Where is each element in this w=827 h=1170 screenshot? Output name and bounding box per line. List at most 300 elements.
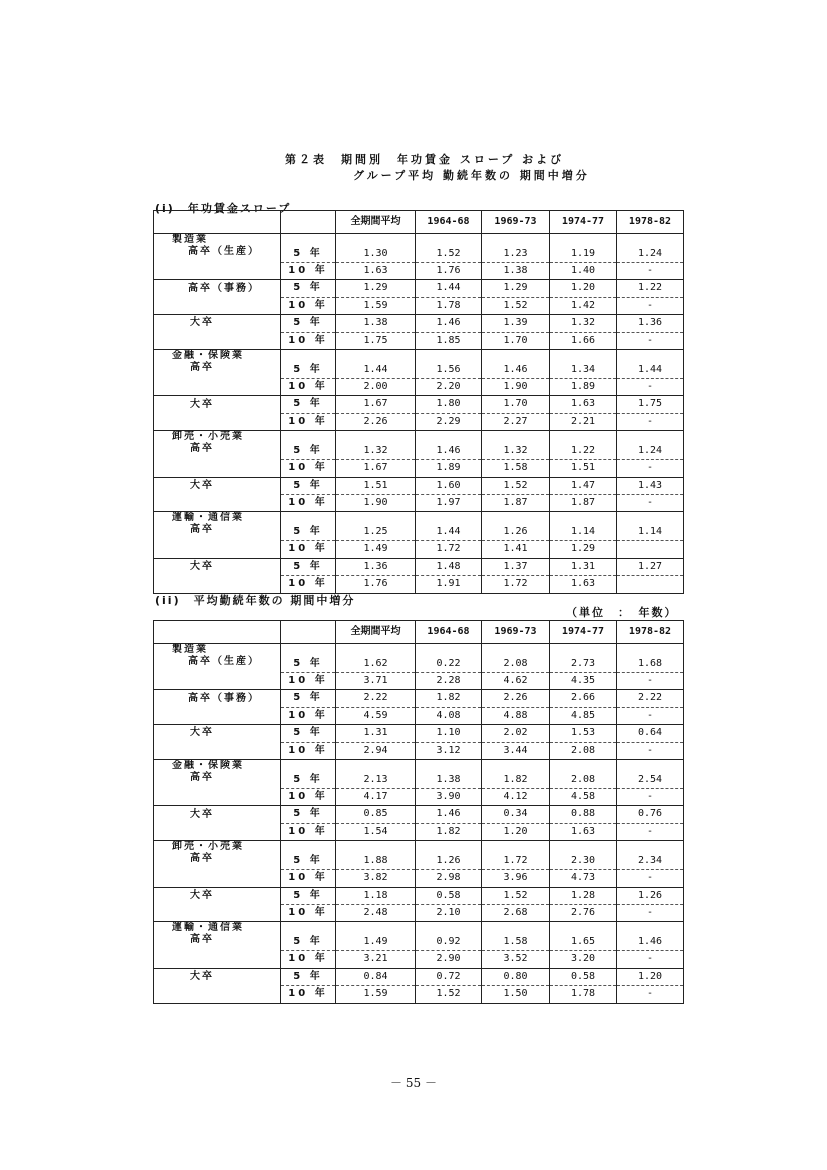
education-label: 高卒（生産） <box>188 246 260 257</box>
value-cell: 3.52 <box>482 951 550 968</box>
table-row <box>154 576 684 593</box>
wage-slope-table <box>153 210 684 594</box>
value-cell: 1.38 <box>416 760 482 789</box>
tenure-years: 10 年 <box>281 673 336 690</box>
table-row <box>154 431 684 460</box>
tenure-years: 5 年 <box>281 280 336 297</box>
education-label <box>154 300 190 311</box>
value-cell: 1.29 <box>336 280 416 297</box>
value-cell: 1.49 <box>336 922 416 951</box>
value-cell: 2.76 <box>550 905 617 922</box>
value-cell: 2.34 <box>617 841 684 870</box>
tenure-years: 5 年 <box>281 760 336 789</box>
row-label <box>154 905 281 922</box>
education-label: 大卒 <box>190 889 214 901</box>
tenure-years: 10 年 <box>281 495 336 512</box>
value-cell: 2.02 <box>482 725 550 742</box>
education-label <box>154 578 190 589</box>
value-cell: 1.63 <box>336 263 416 280</box>
row-label <box>154 725 281 742</box>
row-label <box>154 350 281 379</box>
table-row <box>154 870 684 887</box>
row-label <box>154 558 281 575</box>
education-label <box>154 416 190 427</box>
industry-label: 金融・保険業 <box>172 760 244 772</box>
row-label <box>154 707 281 724</box>
value-cell: 2.73 <box>550 644 617 673</box>
education-label <box>154 988 190 999</box>
value-cell: - <box>617 951 684 968</box>
value-cell: 1.44 <box>617 350 684 379</box>
value-cell: 1.60 <box>416 477 482 494</box>
education-label <box>154 710 190 721</box>
value-cell: 1.65 <box>550 922 617 951</box>
value-cell: 1.47 <box>550 477 617 494</box>
value-cell: 0.58 <box>416 887 482 904</box>
value-cell: 1.31 <box>550 558 617 575</box>
education-label: 高卒 <box>190 853 214 865</box>
value-cell <box>617 576 684 593</box>
value-cell: 1.48 <box>416 558 482 575</box>
table-row <box>154 673 684 690</box>
tenure-years: 5 年 <box>281 558 336 575</box>
value-cell: 4.59 <box>336 707 416 724</box>
value-cell: 1.32 <box>336 431 416 460</box>
education-label <box>154 497 190 508</box>
table-row <box>154 297 684 314</box>
row-label <box>154 742 281 759</box>
table-row <box>154 332 684 349</box>
value-cell: 2.22 <box>617 690 684 707</box>
row-label <box>154 541 281 558</box>
value-cell: 1.14 <box>617 512 684 541</box>
value-cell: 1.18 <box>336 887 416 904</box>
education-label <box>154 675 190 686</box>
value-cell: 1.51 <box>336 477 416 494</box>
row-label <box>154 413 281 430</box>
education-label <box>154 265 190 276</box>
education-label: 大卒 <box>190 479 214 491</box>
value-cell: 1.20 <box>550 280 617 297</box>
value-cell: 4.12 <box>482 789 550 806</box>
education-label: 大卒 <box>190 561 214 573</box>
table-row <box>154 968 684 985</box>
table-row <box>154 477 684 494</box>
tenure-years: 10 年 <box>281 332 336 349</box>
value-cell: 1.56 <box>416 350 482 379</box>
tenure-years: 10 年 <box>281 870 336 887</box>
value-cell: - <box>617 870 684 887</box>
value-cell: 1.58 <box>482 460 550 477</box>
tenure-years: 5 年 <box>281 922 336 951</box>
column-header: 1974-77 <box>550 211 617 234</box>
value-cell: 2.08 <box>550 742 617 759</box>
row-label <box>154 922 281 951</box>
value-cell: 1.63 <box>550 823 617 840</box>
section2-label: (ii) 平均勤続年数の 期間中増分 <box>155 594 356 607</box>
row-label <box>154 477 281 494</box>
education-label: 大卒 <box>190 727 214 739</box>
value-cell: 3.90 <box>416 789 482 806</box>
education-label: 高卒 <box>190 362 214 374</box>
education-label: 高卒（事務） <box>188 692 260 704</box>
row-label <box>154 396 281 413</box>
value-cell: 1.24 <box>617 234 684 263</box>
value-cell: - <box>617 986 684 1003</box>
table-row <box>154 460 684 477</box>
table-row <box>154 841 684 870</box>
value-cell: 2.66 <box>550 690 617 707</box>
row-label <box>154 951 281 968</box>
tenure-years: 10 年 <box>281 379 336 396</box>
education-label <box>154 334 190 345</box>
education-label: 高卒（事務） <box>188 282 260 294</box>
industry-label: 運輸・通信業 <box>172 922 244 934</box>
value-cell: 2.22 <box>336 690 416 707</box>
value-cell: 1.70 <box>482 396 550 413</box>
value-cell: 4.85 <box>550 707 617 724</box>
value-cell: - <box>617 673 684 690</box>
industry-label: 卸売・小売業 <box>172 841 244 853</box>
value-cell: 1.44 <box>416 280 482 297</box>
education-label <box>154 907 190 918</box>
value-cell: 2.26 <box>482 690 550 707</box>
value-cell: - <box>617 297 684 314</box>
tenure-years: 5 年 <box>281 644 336 673</box>
row-label <box>154 431 281 460</box>
value-cell: 1.46 <box>416 315 482 332</box>
value-cell: 1.82 <box>416 690 482 707</box>
column-header: 1964-68 <box>416 621 482 644</box>
value-cell: 2.26 <box>336 413 416 430</box>
tenure-years: 10 年 <box>281 460 336 477</box>
value-cell: 1.52 <box>482 477 550 494</box>
value-cell: 2.94 <box>336 742 416 759</box>
row-label <box>154 690 281 707</box>
education-label: 高卒 <box>190 443 214 455</box>
table-row <box>154 315 684 332</box>
value-cell: 1.14 <box>550 512 617 541</box>
value-cell: 0.84 <box>336 968 416 985</box>
value-cell: 1.49 <box>336 541 416 558</box>
row-label <box>154 332 281 349</box>
tenure-years: 10 年 <box>281 951 336 968</box>
row-label <box>154 986 281 1003</box>
value-cell: 1.70 <box>482 332 550 349</box>
row-label <box>154 280 281 297</box>
value-cell: 1.24 <box>617 431 684 460</box>
value-cell: 1.46 <box>416 431 482 460</box>
value-cell: 3.44 <box>482 742 550 759</box>
tenure-years: 5 年 <box>281 690 336 707</box>
table-row <box>154 823 684 840</box>
value-cell: - <box>617 263 684 280</box>
tenure-years: 10 年 <box>281 707 336 724</box>
value-cell: 1.46 <box>416 806 482 823</box>
value-cell: 1.27 <box>617 558 684 575</box>
row-label <box>154 841 281 870</box>
value-cell: 1.63 <box>550 396 617 413</box>
row-label <box>154 297 281 314</box>
industry-label: 運輸・通信業 <box>172 512 244 524</box>
tenure-years: 5 年 <box>281 725 336 742</box>
value-cell <box>617 541 684 558</box>
value-cell: 2.68 <box>482 905 550 922</box>
education-label: 高卒 <box>190 934 214 946</box>
row-label <box>154 870 281 887</box>
tenure-years: 5 年 <box>281 841 336 870</box>
value-cell: 1.75 <box>336 332 416 349</box>
education-label <box>154 381 190 392</box>
value-cell: 1.68 <box>617 644 684 673</box>
table-row <box>154 495 684 512</box>
value-cell: 1.78 <box>550 986 617 1003</box>
education-label <box>154 826 190 837</box>
value-cell: - <box>617 823 684 840</box>
value-cell: 1.26 <box>482 512 550 541</box>
tenure-years: 5 年 <box>281 887 336 904</box>
education-label <box>154 543 190 554</box>
value-cell: 1.19 <box>550 234 617 263</box>
value-cell: 1.85 <box>416 332 482 349</box>
value-cell: 1.40 <box>550 263 617 280</box>
value-cell: 1.52 <box>416 234 482 263</box>
value-cell: 1.97 <box>416 495 482 512</box>
column-header: 1969-73 <box>482 621 550 644</box>
table-row <box>154 234 684 263</box>
value-cell: 1.89 <box>416 460 482 477</box>
value-cell: 2.48 <box>336 905 416 922</box>
value-cell: 3.12 <box>416 742 482 759</box>
page-number: － 55 － <box>390 1076 437 1090</box>
value-cell: 1.88 <box>336 841 416 870</box>
industry-label: 金融・保険業 <box>172 350 244 362</box>
row-label <box>154 887 281 904</box>
value-cell: 2.54 <box>617 760 684 789</box>
value-cell: 4.73 <box>550 870 617 887</box>
row-label <box>154 315 281 332</box>
value-cell: 4.58 <box>550 789 617 806</box>
value-cell: 1.42 <box>550 297 617 314</box>
table-row <box>154 280 684 297</box>
value-cell: 1.29 <box>550 541 617 558</box>
value-cell: 1.22 <box>550 431 617 460</box>
value-cell: 1.76 <box>416 263 482 280</box>
value-cell: 1.20 <box>482 823 550 840</box>
row-label <box>154 460 281 477</box>
value-cell: 1.41 <box>482 541 550 558</box>
table-row <box>154 789 684 806</box>
value-cell: - <box>617 413 684 430</box>
value-cell: 1.51 <box>550 460 617 477</box>
value-cell: 1.63 <box>550 576 617 593</box>
tenure-years: 5 年 <box>281 431 336 460</box>
value-cell: 1.38 <box>482 263 550 280</box>
row-label <box>154 495 281 512</box>
header-blank-cell <box>154 211 281 234</box>
value-cell: 2.10 <box>416 905 482 922</box>
value-cell: 0.92 <box>416 922 482 951</box>
value-cell: 1.80 <box>416 396 482 413</box>
value-cell: 2.00 <box>336 379 416 396</box>
education-label <box>154 872 190 883</box>
column-header: 1964-68 <box>416 211 482 234</box>
tenure-years: 10 年 <box>281 823 336 840</box>
education-label <box>154 744 190 755</box>
value-cell: 1.53 <box>550 725 617 742</box>
value-cell: 1.34 <box>550 350 617 379</box>
row-label <box>154 806 281 823</box>
value-cell: 2.20 <box>416 379 482 396</box>
education-label <box>154 953 190 964</box>
value-cell: 3.82 <box>336 870 416 887</box>
value-cell: 1.46 <box>482 350 550 379</box>
education-label: 大卒 <box>190 398 214 410</box>
value-cell: - <box>617 460 684 477</box>
value-cell: 1.44 <box>416 512 482 541</box>
section1-label: (i) 年功賃金スロープ <box>155 202 292 215</box>
value-cell: 1.87 <box>482 495 550 512</box>
value-cell: 1.91 <box>416 576 482 593</box>
column-header: 1969-73 <box>482 211 550 234</box>
value-cell: 1.23 <box>482 234 550 263</box>
value-cell: 1.22 <box>617 280 684 297</box>
value-cell: 1.90 <box>482 379 550 396</box>
tenure-years: 10 年 <box>281 986 336 1003</box>
education-label <box>154 462 190 473</box>
education-label <box>154 791 190 802</box>
value-cell: 1.90 <box>336 495 416 512</box>
value-cell: 1.72 <box>416 541 482 558</box>
value-cell: 1.26 <box>617 887 684 904</box>
table-row <box>154 558 684 575</box>
value-cell: 0.72 <box>416 968 482 985</box>
table-row <box>154 707 684 724</box>
unit-note: （単位 ： 年数） <box>566 606 678 619</box>
value-cell: 1.26 <box>416 841 482 870</box>
value-cell: 4.62 <box>482 673 550 690</box>
value-cell: 1.54 <box>336 823 416 840</box>
row-label <box>154 673 281 690</box>
table-row <box>154 905 684 922</box>
value-cell: 2.29 <box>416 413 482 430</box>
value-cell: 1.59 <box>336 986 416 1003</box>
row-label <box>154 234 281 263</box>
value-cell: 0.80 <box>482 968 550 985</box>
value-cell: 1.43 <box>617 477 684 494</box>
value-cell: - <box>617 379 684 396</box>
column-header: 1978-82 <box>617 621 684 644</box>
value-cell: 4.88 <box>482 707 550 724</box>
row-label <box>154 760 281 789</box>
table-row <box>154 413 684 430</box>
value-cell: 2.27 <box>482 413 550 430</box>
value-cell: 1.36 <box>617 315 684 332</box>
row-label <box>154 968 281 985</box>
value-cell: 1.10 <box>416 725 482 742</box>
value-cell: 1.39 <box>482 315 550 332</box>
tenure-years: 5 年 <box>281 234 336 263</box>
table-row <box>154 887 684 904</box>
value-cell: 1.89 <box>550 379 617 396</box>
row-label <box>154 823 281 840</box>
value-cell: 1.31 <box>336 725 416 742</box>
value-cell: 2.08 <box>550 760 617 789</box>
value-cell: 1.72 <box>482 841 550 870</box>
header-row <box>154 211 684 234</box>
industry-label: 製造業 <box>172 644 208 655</box>
table-row <box>154 922 684 951</box>
value-cell: - <box>617 332 684 349</box>
value-cell: 1.62 <box>336 644 416 673</box>
tenure-years: 10 年 <box>281 789 336 806</box>
value-cell: 0.64 <box>617 725 684 742</box>
row-label <box>154 576 281 593</box>
value-cell: 1.52 <box>482 297 550 314</box>
value-cell: 1.58 <box>482 922 550 951</box>
value-cell: 3.71 <box>336 673 416 690</box>
education-label: 高卒 <box>190 524 214 536</box>
tenure-years: 10 年 <box>281 576 336 593</box>
value-cell: 1.82 <box>482 760 550 789</box>
value-cell: 1.30 <box>336 234 416 263</box>
value-cell: 1.32 <box>482 431 550 460</box>
table-row <box>154 350 684 379</box>
row-label <box>154 263 281 280</box>
value-cell: 1.78 <box>416 297 482 314</box>
header-blank-cell <box>281 621 336 644</box>
value-cell: 1.59 <box>336 297 416 314</box>
value-cell: 1.67 <box>336 460 416 477</box>
tenure-years: 10 年 <box>281 742 336 759</box>
value-cell: 1.82 <box>416 823 482 840</box>
table-row <box>154 806 684 823</box>
value-cell: - <box>617 789 684 806</box>
value-cell: 2.28 <box>416 673 482 690</box>
tenure-years: 5 年 <box>281 477 336 494</box>
value-cell: - <box>617 495 684 512</box>
value-cell: 0.88 <box>550 806 617 823</box>
tenure-years: 10 年 <box>281 263 336 280</box>
row-label <box>154 512 281 541</box>
value-cell: 2.08 <box>482 644 550 673</box>
table-row <box>154 690 684 707</box>
table-row <box>154 379 684 396</box>
table-row <box>154 541 684 558</box>
table-row <box>154 742 684 759</box>
value-cell: 1.76 <box>336 576 416 593</box>
value-cell: 2.21 <box>550 413 617 430</box>
tenure-years: 5 年 <box>281 350 336 379</box>
value-cell: 1.25 <box>336 512 416 541</box>
value-cell: 2.30 <box>550 841 617 870</box>
value-cell: 1.72 <box>482 576 550 593</box>
title-line-2: グループ平均 勤続年数の 期間中増分 <box>353 169 590 182</box>
value-cell: 1.75 <box>617 396 684 413</box>
value-cell: 1.36 <box>336 558 416 575</box>
value-cell: 0.34 <box>482 806 550 823</box>
table-row <box>154 725 684 742</box>
column-header: 1974-77 <box>550 621 617 644</box>
value-cell: 0.76 <box>617 806 684 823</box>
value-cell: 3.21 <box>336 951 416 968</box>
tenure-years: 5 年 <box>281 315 336 332</box>
value-cell: - <box>617 707 684 724</box>
table-row <box>154 986 684 1003</box>
tenure-increment-table <box>153 620 684 1004</box>
value-cell: 2.13 <box>336 760 416 789</box>
table-row <box>154 760 684 789</box>
